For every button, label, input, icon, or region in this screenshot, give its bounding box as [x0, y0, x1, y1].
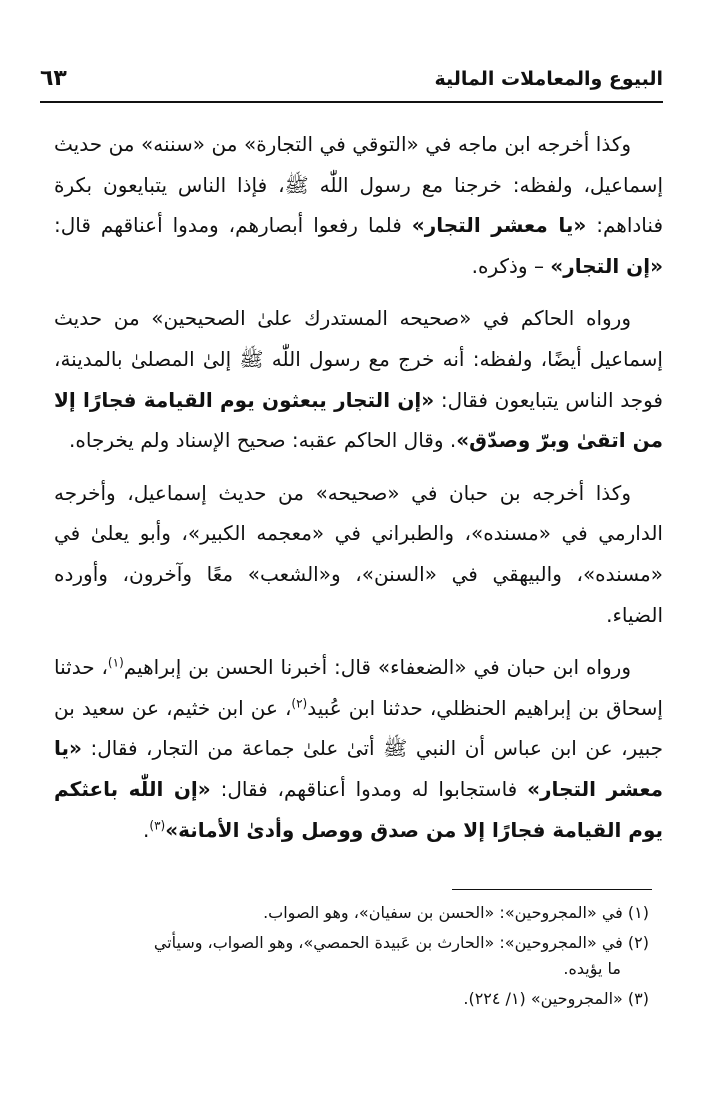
text-run: ، عن ابن خثيم، عن سعيد بن جبير، عن ابن عباس أن النبي ﷺ أتىٰ علىٰ جماعة من التجار، فقال:: [54, 695, 663, 761]
text-run: ، حدثنا إسحاق بن إبراهيم الحنظلي، حدثنا ابن عُبيد: [54, 655, 663, 720]
footnote-number: (١): [627, 903, 649, 922]
footnote-3: [40, 986, 649, 1012]
text-run: ورواه ابن حبان في «الضعفاء» قال: أخبرنا الحسن بن إبراهيم: [123, 655, 631, 680]
paragraph-ibn-majah: [54, 124, 663, 286]
footnote-text: في «المجروحين»: «الحارث بن عَبيدة الحمصي»، وهو الصواب، وسيأتي: [153, 933, 623, 952]
text-run: – وذكره.: [471, 253, 551, 278]
footnote-text-continued: ما يؤيده.: [563, 959, 621, 978]
running-title: البيوع والمعاملات المالية: [434, 68, 663, 90]
footnote-ref[interactable]: (١): [107, 655, 124, 670]
text-run: وكذا أخرجه بن حبان في «صحيحه» من حديث إسماعيل، وأخرجه الدارمي في «مسنده»، والطبراني في «معجمه الكبير»، وأبو يعلىٰ في «مسنده»، والبيهقي في «السنن»، و«الشعب» معًا وآخرون، وأورده الضياء.: [54, 480, 663, 627]
page-header: [40, 66, 663, 98]
text-run: .: [143, 817, 150, 842]
footnote-rule: [452, 889, 652, 890]
text-run: وكذا أخرجه ابن ماجه في «التوقي في التجارة» من «سننه» من حديث إسماعيل، ولفظه: خرجنا مع رسول اللّٰه ﷺ، فإذا الناس يتبايعون بكرة فناداهم:: [54, 132, 664, 238]
footnote-1: [40, 900, 649, 926]
footnote-ref[interactable]: (٢): [291, 696, 308, 711]
paragraph-ibn-hibban-duafa: [54, 647, 663, 850]
text-run: فاستجابوا له ومدوا أعناقهم، فقال:: [210, 776, 528, 801]
footnote-2: [40, 930, 649, 982]
text-run: . وقال الحاكم عقبه: صحيح الإسناد ولم يخرجاه.: [69, 428, 457, 453]
footnote-text: «المجروحين» (١/ ٢٢٤).: [463, 989, 623, 1008]
hadith-quote: «إن التجار»: [550, 253, 663, 278]
hadith-quote: «إن التجار يبعثون يوم القيامة فجارًا إلا من اتقىٰ وبرّ وصدّق»: [54, 387, 663, 453]
paragraph-hakim: [54, 298, 663, 460]
footnote-number: (٣): [627, 989, 649, 1008]
text-run: ورواه الحاكم في «صحيحه المستدرك علىٰ الصحيحين» من حديث إسماعيل أيضًا، ولفظه: أنه خرج مع رسول اللّٰه ﷺ إلىٰ المصلىٰ بالمدينة، فوجد الناس يتبايعون فقال:: [54, 306, 663, 412]
hadith-quote: «يا معشر التجار»: [54, 736, 663, 801]
page-number: ٦٣: [40, 66, 67, 91]
text-run: فلما رفعوا أبصارهم، ومدوا أعناقهم قال:: [54, 213, 412, 238]
paragraph-ibn-hibban-sahih: [54, 473, 663, 635]
footnote-text: في «المجروحين»: «الحسن بن سفيان»، وهو الصواب.: [263, 903, 623, 922]
footnote-number: (٢): [627, 933, 649, 952]
hadith-quote: «إن اللّٰه باعثكم يوم القيامة فجارًا إلا من صدق ووصل وأدىٰ الأمانة»: [54, 776, 663, 842]
body-text: [54, 124, 663, 862]
footnote-ref[interactable]: (٣): [149, 817, 166, 832]
header-rule: [40, 101, 663, 103]
footnotes: [40, 900, 649, 1016]
hadith-quote: «يا معشر التجار»: [411, 213, 587, 238]
